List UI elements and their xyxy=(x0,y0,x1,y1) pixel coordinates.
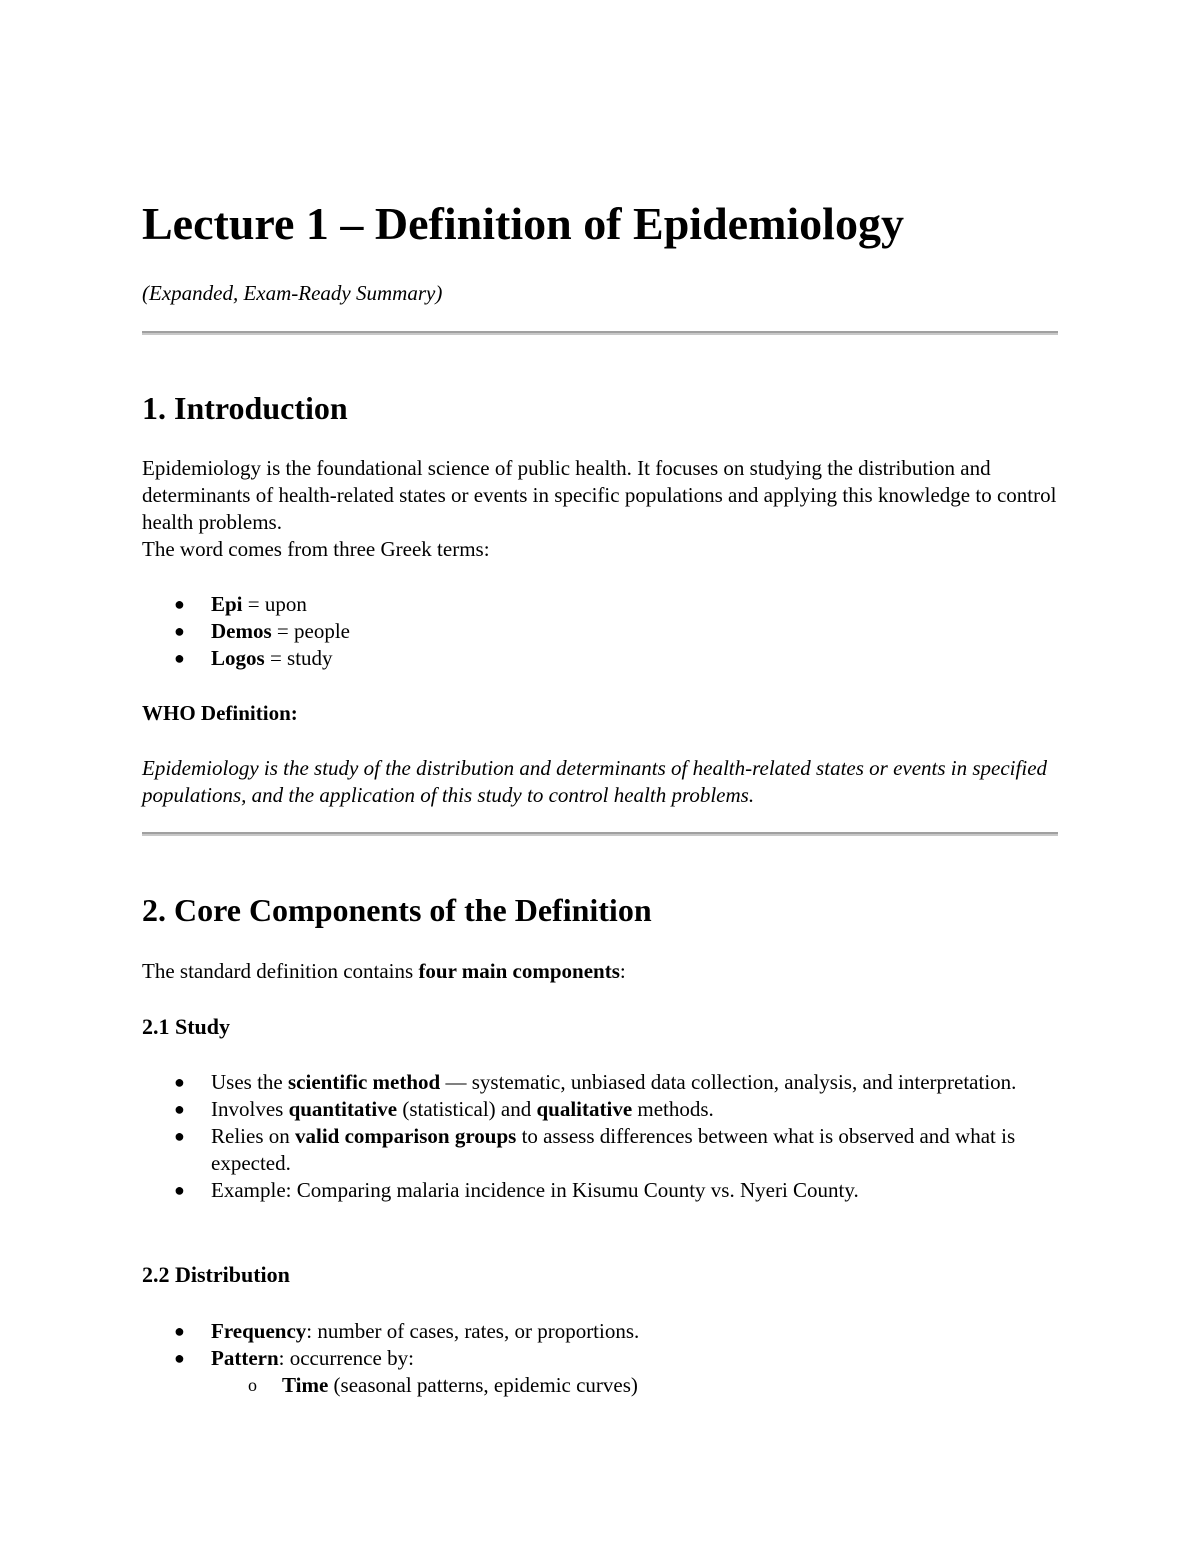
subsection-heading-distribution: 2.2 Distribution xyxy=(142,1262,290,1287)
greek-intro-text: The word comes from three Greek terms: xyxy=(142,537,490,561)
section-heading-core-components: 2. Core Components of the Definition xyxy=(142,892,652,928)
item-text: methods. xyxy=(632,1097,714,1121)
list-item xyxy=(142,591,1060,618)
who-heading xyxy=(142,700,1060,727)
term-label: Demos xyxy=(211,619,272,643)
document-title: Lecture 1 – Definition of Epidemiology xyxy=(142,198,904,249)
bullet-icon: ● xyxy=(174,1321,185,1341)
components-intro-suffix: : xyxy=(619,959,626,983)
horizontal-divider xyxy=(142,331,1058,335)
item-text: Uses the xyxy=(211,1070,288,1094)
intro-paragraph-text: Epidemiology is the foundational science of public health. It focuses on studying the distribution and determinants of health-related states or events in specific populations and applying this knowledge to control health problems. xyxy=(142,456,1057,534)
study-list xyxy=(142,1069,1060,1204)
item-bold: valid comparison groups xyxy=(295,1124,517,1148)
distribution-list xyxy=(142,1318,1060,1399)
list-item xyxy=(142,1069,1060,1096)
greek-terms-list xyxy=(142,591,1060,672)
item-text: Example: Comparing malaria incidence in Kisumu County vs. Nyeri County. xyxy=(211,1178,859,1202)
item-text: — systematic, unbiased data collection, analysis, and interpretation. xyxy=(440,1070,1017,1094)
bullet-icon: ● xyxy=(174,1072,185,1092)
item-bold: quantitative xyxy=(288,1097,398,1121)
term-label: Logos xyxy=(211,646,265,670)
item-bold: Time xyxy=(282,1373,329,1397)
bullet-icon: ● xyxy=(174,621,185,641)
document-subtitle: (Expanded, Exam-Ready Summary) xyxy=(142,281,443,305)
components-intro-prefix: The standard definition contains xyxy=(142,959,419,983)
list-item xyxy=(142,645,1060,672)
list-item xyxy=(142,1123,1060,1177)
who-heading-text: WHO Definition: xyxy=(142,701,298,725)
term-label: Epi xyxy=(211,592,243,616)
term-meaning: = people xyxy=(271,619,350,643)
item-text: to assess differences between what is observed and what is expected. xyxy=(211,1124,1016,1175)
list-item xyxy=(142,1177,1060,1204)
item-text: Relies on xyxy=(211,1124,295,1148)
list-item xyxy=(142,1345,1060,1372)
horizontal-divider xyxy=(142,832,1058,836)
item-text: : occurrence by: xyxy=(278,1346,414,1370)
term-meaning: = upon xyxy=(242,592,307,616)
section-heading-introduction: 1. Introduction xyxy=(142,390,348,426)
item-text: : number of cases, rates, or proportions. xyxy=(306,1319,640,1343)
subsection-heading-study: 2.1 Study xyxy=(142,1014,231,1039)
bullet-icon: ● xyxy=(174,1126,185,1146)
item-bold: Pattern xyxy=(211,1346,279,1370)
bullet-icon: ● xyxy=(174,1099,185,1119)
item-text: (seasonal patterns, epidemic curves) xyxy=(328,1373,638,1397)
hollow-bullet-icon: o xyxy=(248,1375,257,1395)
term-meaning: = study xyxy=(264,646,333,670)
list-item xyxy=(142,1318,1060,1345)
bullet-icon: ● xyxy=(174,1180,185,1200)
item-bold: qualitative xyxy=(536,1097,633,1121)
item-text: Involves xyxy=(211,1097,289,1121)
components-intro xyxy=(142,958,1060,985)
bullet-icon: ● xyxy=(174,648,185,668)
bullet-icon: ● xyxy=(174,594,185,614)
list-item xyxy=(142,618,1060,645)
components-intro-bold: four main components xyxy=(418,959,620,983)
item-bold: scientific method xyxy=(288,1070,441,1094)
who-definition: Epidemiology is the study of the distribution and determinants of health-related states or events in specified populations, and the application of this study to control health problems. xyxy=(142,756,1048,807)
sub-list-item xyxy=(142,1372,1060,1399)
item-text: (statistical) and xyxy=(397,1097,537,1121)
list-item xyxy=(142,1096,1060,1123)
bullet-icon: ● xyxy=(174,1348,185,1368)
item-bold: Frequency xyxy=(211,1319,307,1343)
intro-paragraph xyxy=(142,455,1060,563)
